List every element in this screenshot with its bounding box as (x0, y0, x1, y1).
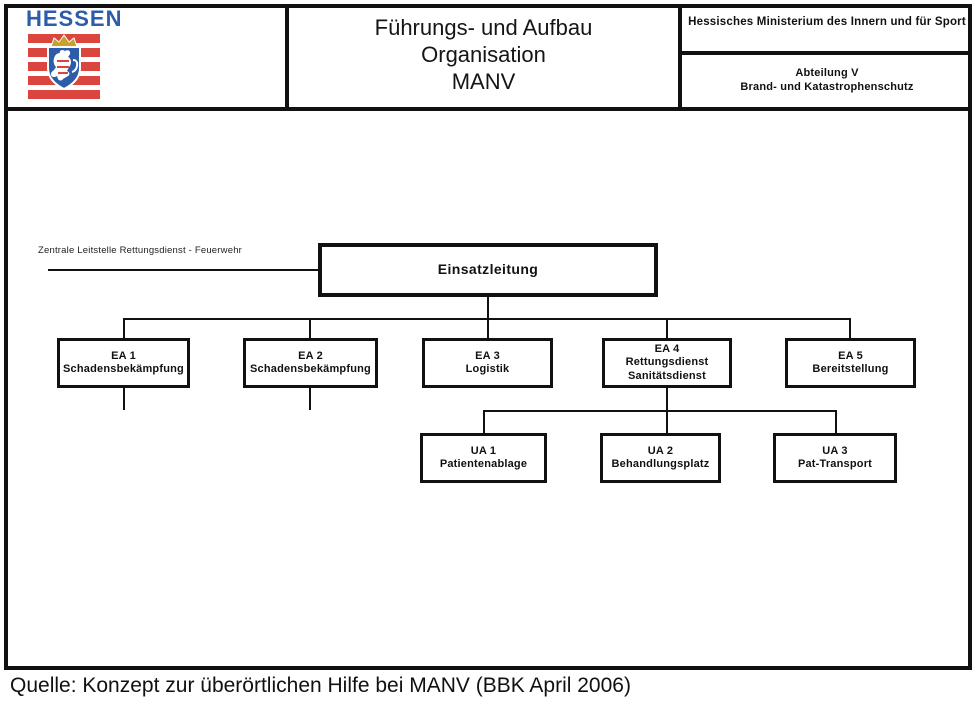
dispatch-center-label: Zentrale Leitstelle Rettungsdienst - Feuerwehr (38, 245, 243, 256)
org-box-ua1 (420, 433, 547, 483)
connector-drop-ea4 (666, 318, 668, 338)
org-box-line: Bereitstellung (812, 363, 889, 375)
org-box-label: Einsatzleitung (437, 261, 539, 278)
header-divider-title-ministry (678, 4, 682, 111)
connector-ua-bus (483, 410, 837, 412)
org-box-line: EA 3 (475, 349, 500, 362)
title-line-2: Organisation (421, 42, 546, 67)
connector-stub-ea2 (309, 388, 311, 410)
org-box-line: EA 5 (838, 349, 863, 362)
org-box-line: EA 4 (654, 342, 680, 355)
connector-drop-ea2 (309, 318, 311, 338)
org-box-line: Schadensbekämpfung (63, 363, 184, 375)
hessen-coat-of-arms-icon (28, 32, 100, 104)
ministry-name: Hessisches Ministerium des Innern und für Sport (688, 16, 966, 28)
org-box-ea1 (57, 338, 190, 388)
title-line-1: Führungs- und Aufbau (374, 15, 593, 40)
org-box-ea4 (602, 338, 732, 388)
org-box-line: Patientenablage (439, 458, 528, 470)
header-bottom-divider (4, 107, 972, 111)
org-box-ea2 (243, 338, 378, 388)
org-box-einsatzleitung (318, 243, 658, 297)
org-box-line: Behandlungsplatz (611, 458, 710, 470)
org-box-line: UA 3 (822, 444, 848, 457)
org-box-line: UA 2 (647, 444, 674, 457)
org-box-line: EA 1 (111, 349, 136, 362)
org-box-line: Logistik (465, 363, 510, 375)
org-box-ea3 (422, 338, 553, 388)
hessen-logo-text: HESSEN (26, 6, 123, 31)
connector-drop-ea5 (849, 318, 851, 338)
department-name (684, 66, 970, 94)
title-line-3: MANV (451, 69, 516, 94)
connector-dispatch-line (48, 269, 318, 271)
org-box-line: Rettungsdienst (625, 356, 709, 369)
org-box-ea5 (785, 338, 916, 388)
org-box-ua3 (773, 433, 897, 483)
org-box-line: Schadensbekämpfung (250, 363, 371, 375)
source-caption: Quelle: Konzept zur überörtlichen Hilfe bei MANV (BBK April 2006) (10, 674, 631, 697)
org-box-line: EA 2 (298, 349, 323, 362)
department-line-1: Abteilung V (795, 67, 859, 79)
connector-drop-ua3 (835, 410, 837, 433)
org-box-line: Sanitätsdienst (628, 369, 706, 382)
org-box-line: UA 1 (470, 444, 497, 457)
header-right-split-divider (682, 51, 972, 55)
connector-stub-ea1 (123, 388, 125, 410)
connector-drop-ea1 (123, 318, 125, 338)
connector-ea-bus (123, 318, 851, 320)
org-box-line: Pat-Transport (797, 458, 873, 470)
connector-drop-ua1 (483, 410, 485, 433)
org-box-ua2 (600, 433, 721, 483)
document-title (289, 14, 678, 95)
department-line-2: Brand- und Katastrophenschutz (740, 81, 914, 93)
